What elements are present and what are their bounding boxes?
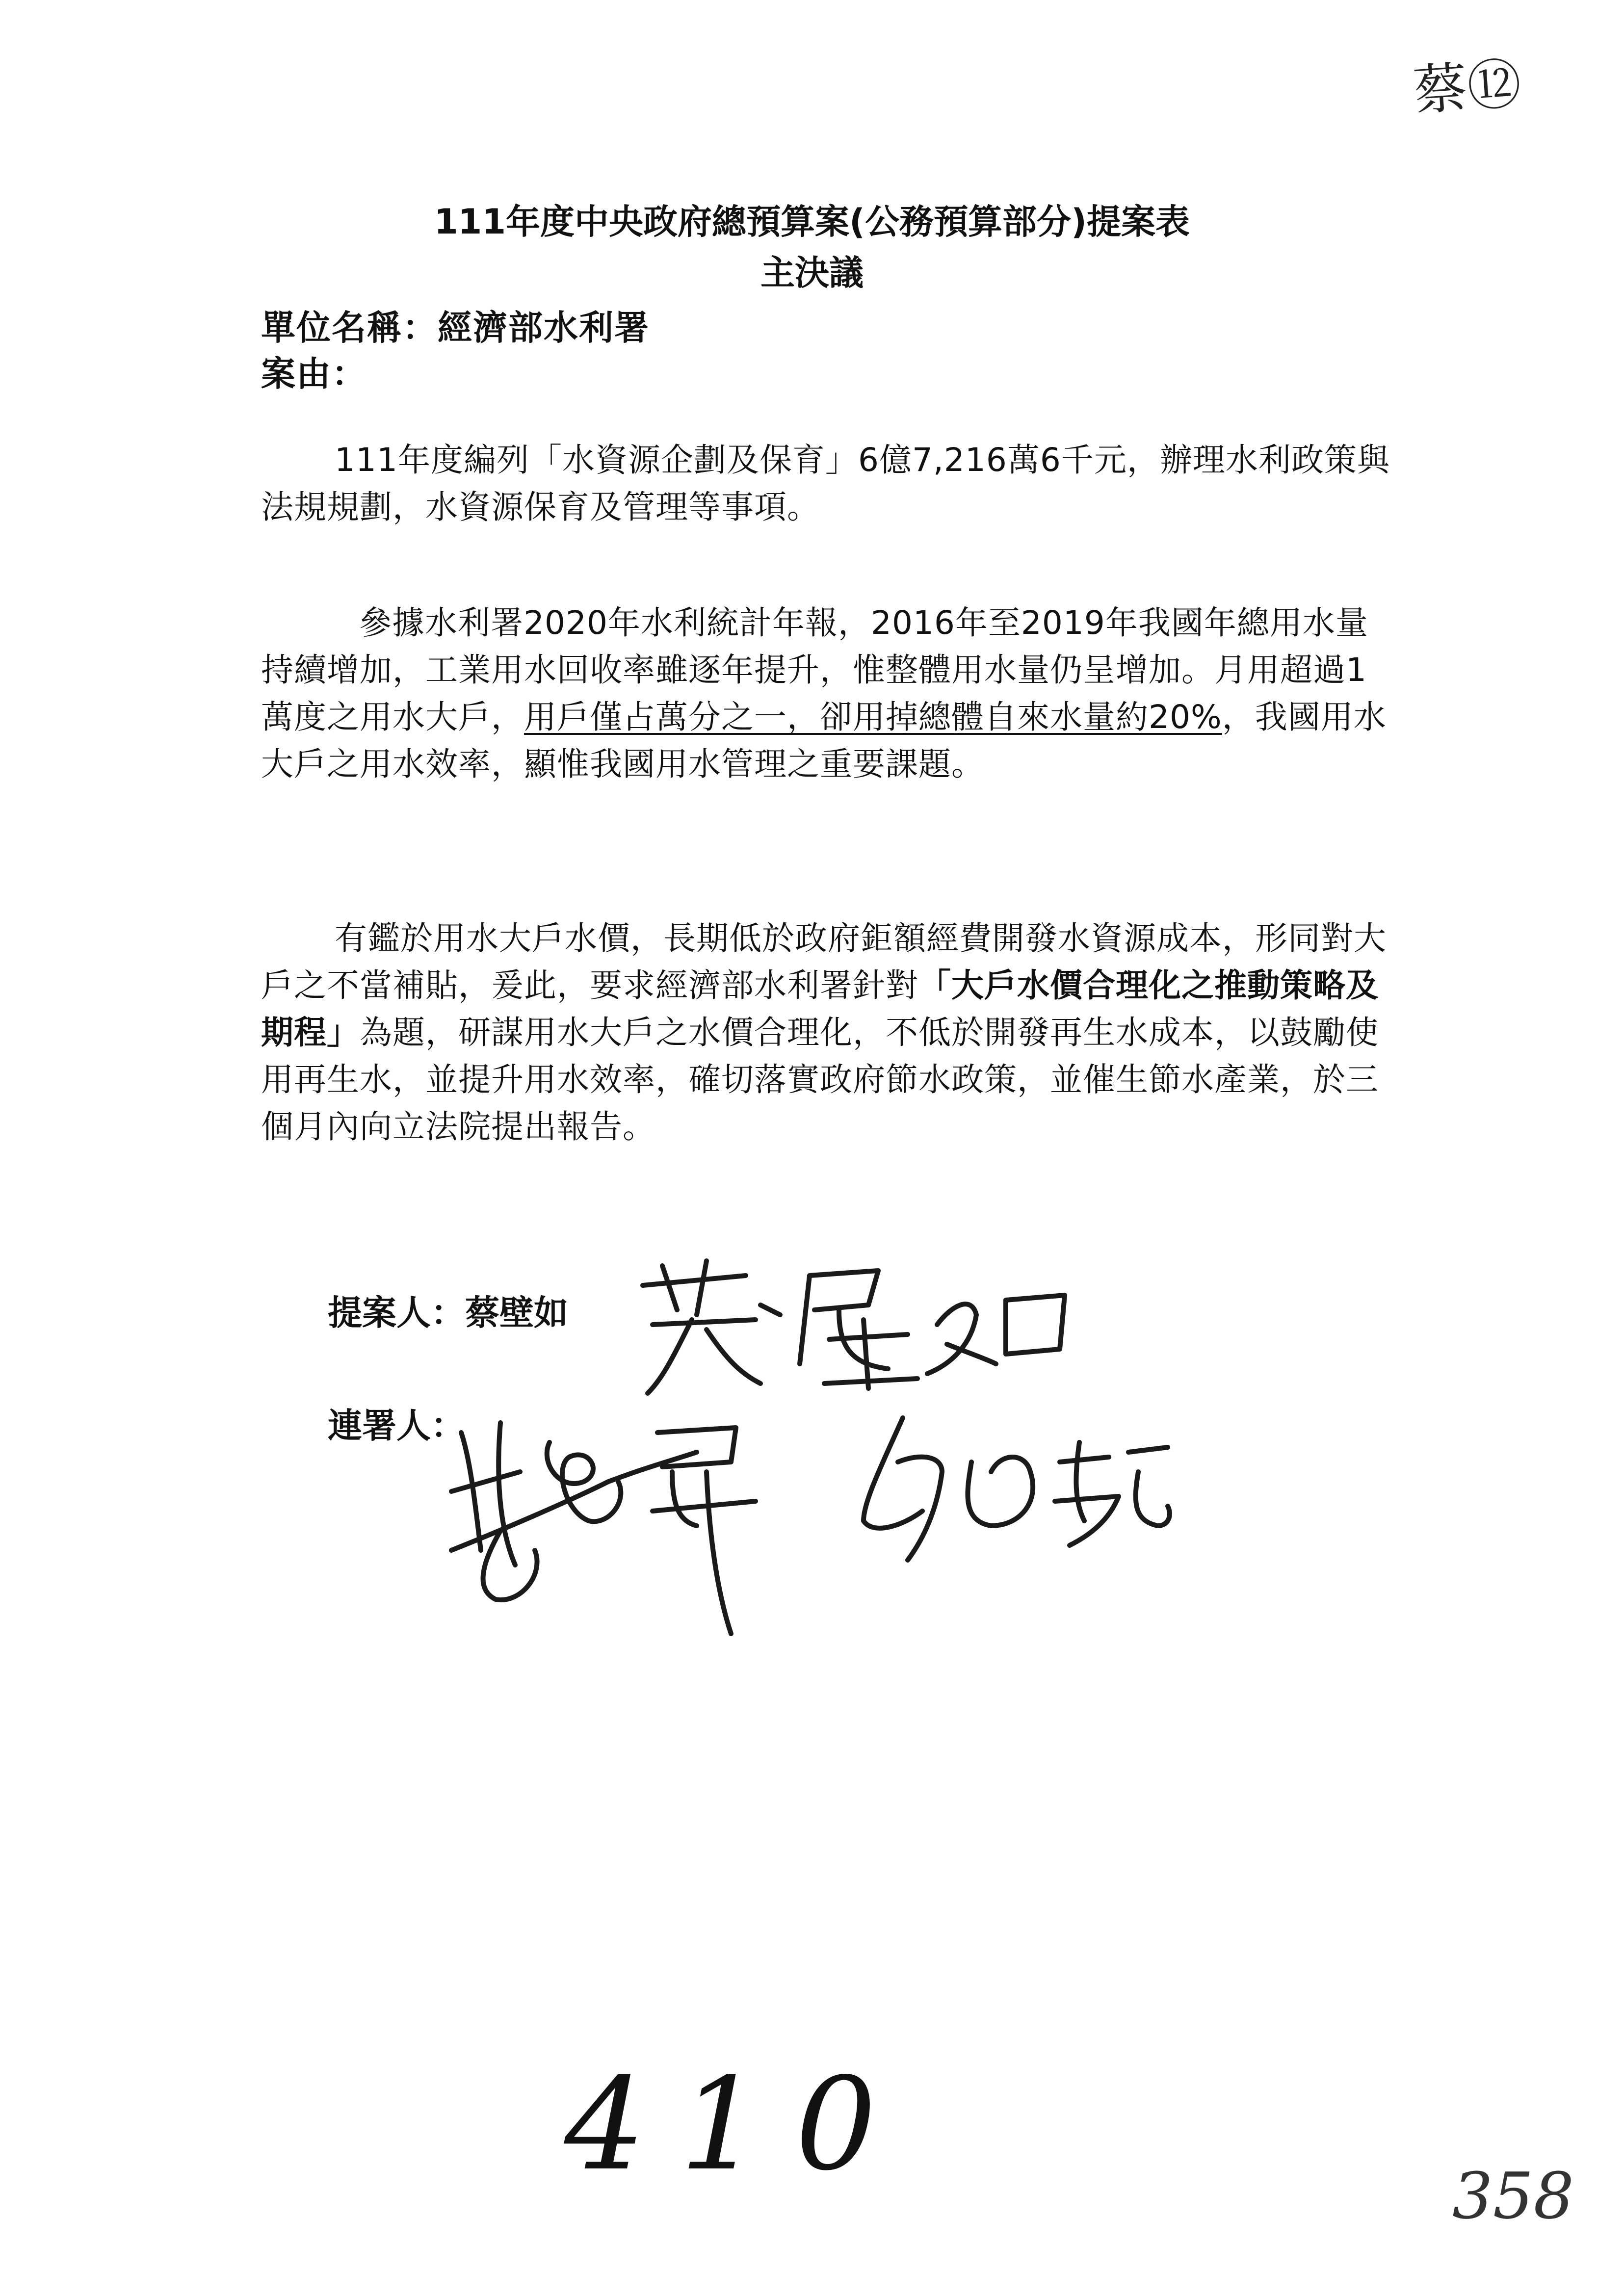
cosigner-signature-1	[442, 1403, 795, 1648]
proposer-signature	[633, 1246, 1074, 1403]
paragraph-3-bold: 「大戶水價合理化之推動策略及期程」	[261, 966, 1379, 1051]
paragraph-3	[261, 915, 1394, 1150]
paragraph-2-text-a: 參據水利署2020年水利統計年報，2016年至2019年我國年總用水量持續增加，工業用水回收率雖逐年提升，惟整體用水量仍呈增加。月用超過1萬度之用水大戶，	[261, 604, 1368, 736]
handwritten-number: 410	[564, 2051, 911, 2199]
cosigner-signature-2	[844, 1403, 1187, 1570]
reason-label: 案由：	[261, 354, 367, 394]
paragraph-2	[261, 600, 1394, 788]
page-number: 358	[1452, 2159, 1574, 2233]
document-subtitle: 主決議	[760, 253, 864, 293]
paragraph-2-text-b: ，我國用水大戶之用水效率，顯惟我國用水管理之重要課題。	[261, 698, 1387, 783]
corner-mark: 蔡⑫	[1411, 52, 1523, 123]
paragraph-1-text: 111年度編列「水資源企劃及保育」6億7,216萬6千元，辦理水利政策與法規規劃，水資源保育及管理等事項。	[261, 441, 1390, 526]
paragraph-3-text-b: 為題，研謀用水大戶之水價合理化，不低於開發再生水成本，以鼓勵使用再生水，並提升用水效率，確切落實政府節水政策，並催生節水產業，於三個月內向立法院提出報告。	[261, 1014, 1379, 1146]
paragraph-2-underlined: 用戶僅占萬分之一，卻用掉總體自來水量約20%	[524, 698, 1222, 736]
cosigner-label: 連署人：	[328, 1406, 465, 1446]
proposer-label: 提案人：蔡壁如	[328, 1293, 568, 1333]
document-title: 111年度中央政府總預算案(公務預算部分)提案表	[434, 202, 1190, 242]
unit-name-line: 單位名稱：經濟部水利署	[261, 308, 650, 348]
paragraph-3-text-a: 有鑑於用水大戶水價，長期低於政府鉅額經費開發水資源成本，形同對大戶之不當補貼，爰此，要求經濟部水利署針對	[261, 919, 1387, 1004]
paragraph-1	[261, 437, 1394, 531]
